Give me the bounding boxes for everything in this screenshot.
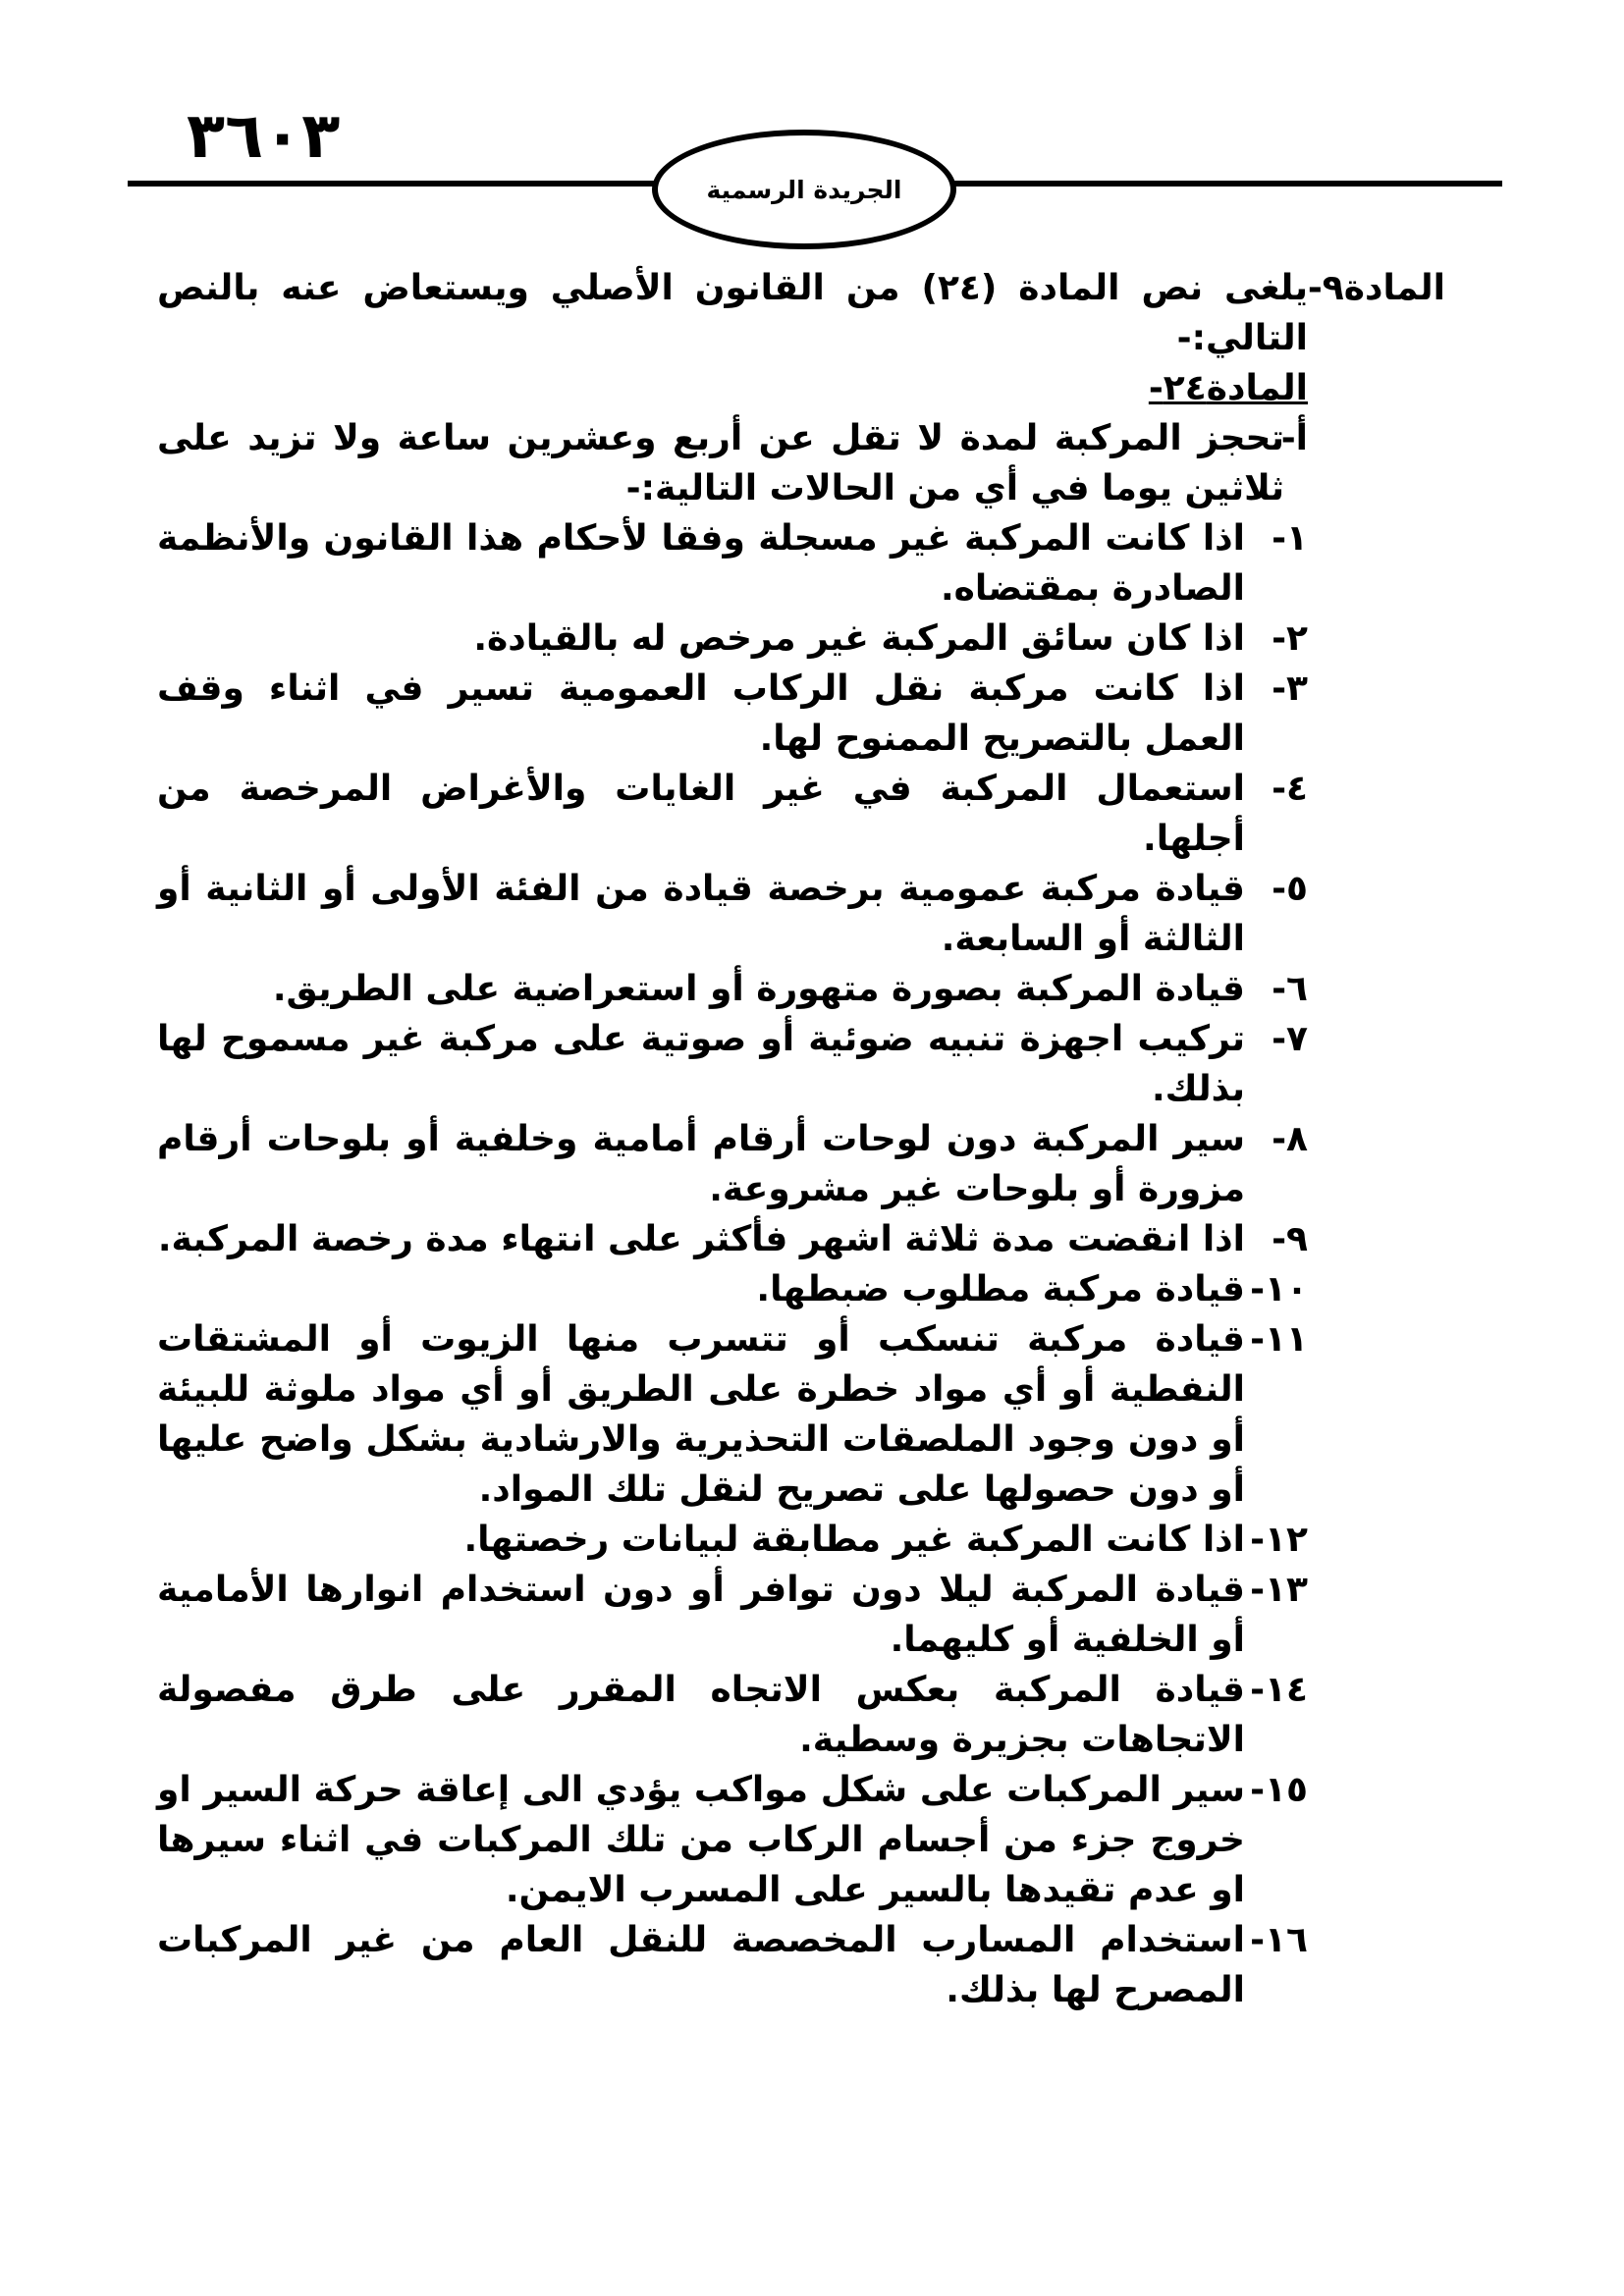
- item-text: اذا كانت مركبة نقل الركاب العمومية تسير في اثناء وقف العمل بالتصريح الممنوح لها.: [157, 668, 1245, 759]
- item-text: سير المركبة دون لوحات أرقام أمامية وخلفية أو بلوحات أرقام مزورة أو بلوحات غير مشروعة.: [157, 1119, 1245, 1209]
- list-item: [157, 1515, 1308, 1565]
- cases-list: [157, 513, 1308, 2015]
- list-item: [157, 1214, 1308, 1264]
- item-number: ١١-: [1250, 1319, 1308, 1360]
- item-number: ٤-: [1272, 769, 1308, 809]
- item-text: استخدام المسارب المخصصة للنقل العام من غير المركبات المصرح لها بذلك.: [157, 1920, 1245, 2010]
- item-text: قيادة مركبة عمومية برخصة قيادة من الفئة الأولى أو الثانية أو الثالثة أو السابعة.: [157, 869, 1245, 959]
- list-item: [157, 1665, 1308, 1765]
- item-number: ١٠-: [1250, 1269, 1308, 1309]
- sub-article-heading: المادة٢٤-: [1148, 368, 1308, 408]
- item-text: اذا انقضت مدة ثلاثة اشهر فأكثر على انتهاء مدة رخصة المركبة.: [157, 1219, 1245, 1259]
- list-item: [157, 1264, 1308, 1314]
- list-item: [157, 1114, 1308, 1214]
- item-number: ١٣-: [1250, 1570, 1308, 1610]
- list-item: [157, 513, 1308, 614]
- item-number: ٨-: [1272, 1119, 1308, 1159]
- item-number: ٣-: [1272, 668, 1308, 709]
- document-body: [157, 263, 1445, 2015]
- item-number: ٩-: [1272, 1219, 1308, 1259]
- item-text: استعمال المركبة في غير الغايات والأغراض المرخصة من أجلها.: [157, 769, 1245, 859]
- item-number: ٧-: [1272, 1019, 1308, 1059]
- list-item: [157, 1565, 1308, 1665]
- item-number: ١٤-: [1250, 1670, 1308, 1710]
- clause-label: أ-: [1280, 418, 1308, 458]
- article-intro: [157, 263, 1445, 363]
- item-text: قيادة المركبة ليلا دون توافر أو دون استخدام انوارها الأمامية أو الخلفية أو كليهما.: [157, 1570, 1245, 1660]
- list-item: [157, 664, 1308, 764]
- item-number: ١٢-: [1250, 1520, 1308, 1560]
- item-number: ٢-: [1272, 618, 1308, 659]
- item-text: اذا كانت المركبة غير مطابقة لبيانات رخصتها.: [463, 1520, 1245, 1560]
- article-label: المادة٩-: [1307, 268, 1445, 308]
- item-text: قيادة مركبة مطلوب ضبطها.: [756, 1269, 1245, 1309]
- list-item: [157, 614, 1308, 664]
- page-number: ٣٦٠٣: [187, 100, 341, 173]
- list-item: [157, 1765, 1308, 1915]
- item-number: ١٥-: [1250, 1770, 1308, 1810]
- article-intro-text: يلغى نص المادة (٢٤) من القانون الأصلي ويستعاض عنه بالنص التالي:-: [157, 268, 1308, 358]
- item-text: تركيب اجهزة تنبيه ضوئية أو صوتية على مركبة غير مسموح لها بذلك.: [157, 1019, 1245, 1109]
- item-number: ١٦-: [1250, 1920, 1308, 1960]
- list-item: [157, 1314, 1308, 1515]
- item-text: قيادة المركبة بعكس الاتجاه المقرر على طرق مفصولة الاتجاهات بجزيرة وسطية.: [157, 1670, 1245, 1760]
- item-text: قيادة مركبة تنسكب أو تتسرب منها الزيوت أو المشتقات النفطية أو أي مواد خطرة على الطريق أو أي مواد ملوثة للبيئة أو دون وجود الملصقات التحذيرية والارشادية بشكل واضح عليها أو دون حصولها على تصريح لنقل تلك المواد.: [157, 1319, 1245, 1510]
- list-item: [157, 864, 1308, 964]
- item-text: اذا كانت المركبة غير مسجلة وفقا لأحكام هذا القانون والأنظمة الصادرة بمقتضاه.: [157, 518, 1245, 609]
- list-item: [157, 1014, 1308, 1114]
- item-text: قيادة المركبة بصورة متهورة أو استعراضية على الطريق.: [272, 969, 1245, 1009]
- list-item: [157, 964, 1308, 1014]
- clause-a: [157, 413, 1308, 513]
- clause-text: تحجز المركبة لمدة لا تقل عن أربع وعشرين ساعة ولا تزيد على ثلاثين يوما في أي من الحالات التالية:-: [157, 418, 1284, 508]
- item-number: ١-: [1272, 518, 1308, 559]
- publication-oval: [652, 130, 956, 249]
- item-number: ٦-: [1272, 969, 1308, 1009]
- publication-name: الجريدة الرسمية: [706, 175, 902, 204]
- item-text: سير المركبات على شكل مواكب يؤدي الى إعاقة حركة السير او خروج جزء من أجسام الركاب من تلك المركبات في اثناء سيرها او عدم تقيدها بالسير على المسرب الايمن.: [157, 1770, 1245, 1910]
- list-item: [157, 764, 1308, 864]
- item-text: اذا كان سائق المركبة غير مرخص له بالقيادة.: [473, 618, 1245, 659]
- list-item: [157, 1915, 1308, 2015]
- item-number: ٥-: [1272, 869, 1308, 909]
